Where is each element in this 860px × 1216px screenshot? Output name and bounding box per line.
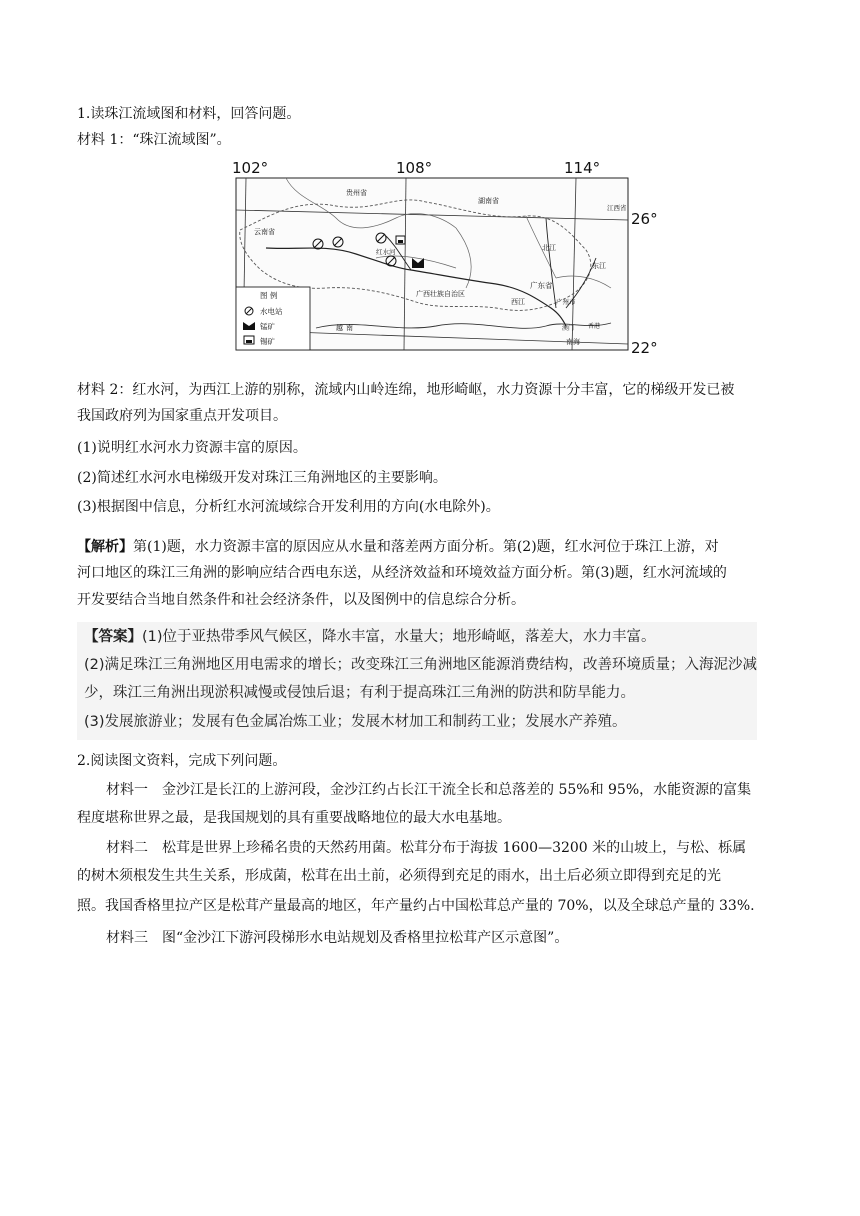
answer-block: [77, 622, 757, 740]
legend-label-tin: 锡矿: [260, 337, 275, 346]
analysis-tag: 【解析】: [77, 539, 133, 555]
q2-material-2-line-3: 照。我国香格里拉产区是松茸产量最高的地区，年产量约占中国松茸总产量的 70%，以及全球总产量的 33%.: [77, 898, 755, 914]
lon-label-114: 114°: [564, 159, 601, 177]
label-nanhai: 南海: [566, 338, 580, 346]
material-1-caption: 材料 1：“珠江流域图”。: [77, 132, 231, 148]
answer-line-4: (3)发展旅游业；发展有色金属冶炼工业；发展木材加工和制药工业；发展水产养殖。: [84, 714, 627, 730]
lat-label-22: 22°: [631, 339, 658, 357]
label-hunan: 湖南省: [478, 197, 499, 205]
answer-line-1: [84, 626, 656, 648]
lat-label-26: 26°: [631, 210, 658, 228]
label-guangzhou: 广州市: [556, 298, 576, 306]
q2-material-2-line-2: 的树木须根发生共生关系，形成菌，松茸在出土前，必须得到充足的雨水，出土后必须立即得到充足的光: [77, 868, 721, 884]
label-guizhou: 贵州省: [346, 189, 367, 197]
map-legend: [236, 287, 310, 350]
label-dongjiang: 东江: [592, 262, 606, 270]
label-nan: 南: [346, 324, 353, 332]
analysis-text-1: 第(1)题，水力资源丰富的原因应从水量和落差两方面分析。第(2)题，红水河位于珠江上游，对: [133, 539, 719, 555]
legend-label-manganese: 锰矿: [260, 322, 275, 331]
sub-question-2: (2)简述红水河水电梯级开发对珠江三角洲地区的主要影响。: [77, 470, 447, 486]
label-guangxi: 广西壮族自治区: [416, 290, 465, 298]
material-2-line-2: 我国政府列为国家重点开发项目。: [77, 408, 287, 424]
answer-text-1: (1)位于亚热带季风气候区，降水丰富，水量大；地形崎岖，落差大，水力丰富。: [142, 629, 656, 645]
answer-line-2: (2)满足珠江三角洲地区用电需求的增长；改变珠江三角洲地区能源消费结构，改善环境质量；入海泥沙减: [84, 657, 758, 673]
q2-material-1-line-1: 材料一 金沙江是长江的上游河段，金沙江约占长江干流全长和总落差的 55%和 95%，水能资源的富集: [106, 782, 752, 798]
label-yunnan: 云南省: [254, 228, 275, 236]
sub-question-1: (1)说明红水河水力资源丰富的原因。: [77, 440, 307, 456]
lon-label-102: 102°: [232, 159, 269, 177]
label-xijiang: 西江: [511, 298, 525, 306]
analysis-line-1: [77, 537, 782, 557]
label-jiangxi: 江西省: [607, 204, 627, 212]
label-yue: 越: [336, 324, 343, 332]
q2-material-1-line-2: 程度堪称世界之最，是我国规划的具有重要战略地位的最大水电基地。: [77, 810, 511, 826]
question-1-title: 1.读珠江流域图和材料，回答问题。: [77, 106, 301, 122]
material-2-line-1: 材料 2：红水河，为西江上游的别称，流域内山岭连绵，地形崎岖，水力资源十分丰富，它的梯级开发已被: [77, 382, 735, 398]
legend-title: 图 例: [260, 291, 278, 300]
lon-label-108: 108°: [396, 159, 433, 177]
label-hongshui: 红水河: [376, 248, 396, 256]
q2-material-2-line-1: 材料二 松茸是世界上珍稀名贵的天然药用菌。松茸分布于海拔 1600—3200 米的山坡上，与松、栎属: [106, 840, 747, 856]
label-xianggang: 香港: [588, 323, 601, 330]
question-2-title: 2.阅读图文资料，完成下列问题。: [77, 753, 287, 769]
sub-question-3: (3)根据图中信息，分析红水河流域综合开发利用的方向(水电除外)。: [77, 499, 500, 515]
q2-material-3: 材料三 图“金沙江下游河段梯形水电站规划及香格里拉松茸产区示意图”。: [106, 930, 569, 946]
label-aomen: 澳门: [562, 325, 575, 332]
answer-tag: 【答案】: [84, 629, 142, 645]
analysis-line-3: 开发要结合当地自然条件和社会经济条件，以及图例中的信息综合分析。: [77, 592, 525, 608]
answer-line-3: 少，珠江三角洲出现淤积减慢或侵蚀后退；有利于提高珠江三角洲的防洪和防旱能力。: [84, 685, 635, 701]
pearl-river-basin-map: [226, 158, 666, 363]
label-guangdong: 广东省: [530, 281, 553, 290]
label-beijiang: 北江: [542, 244, 556, 252]
analysis-line-2: 河口地区的珠江三角洲的影响应结合西电东送，从经济效益和环境效益方面分析。第(3)题，红水河流域的: [77, 565, 727, 581]
legend-label-hydropower: 水电站: [260, 307, 283, 316]
